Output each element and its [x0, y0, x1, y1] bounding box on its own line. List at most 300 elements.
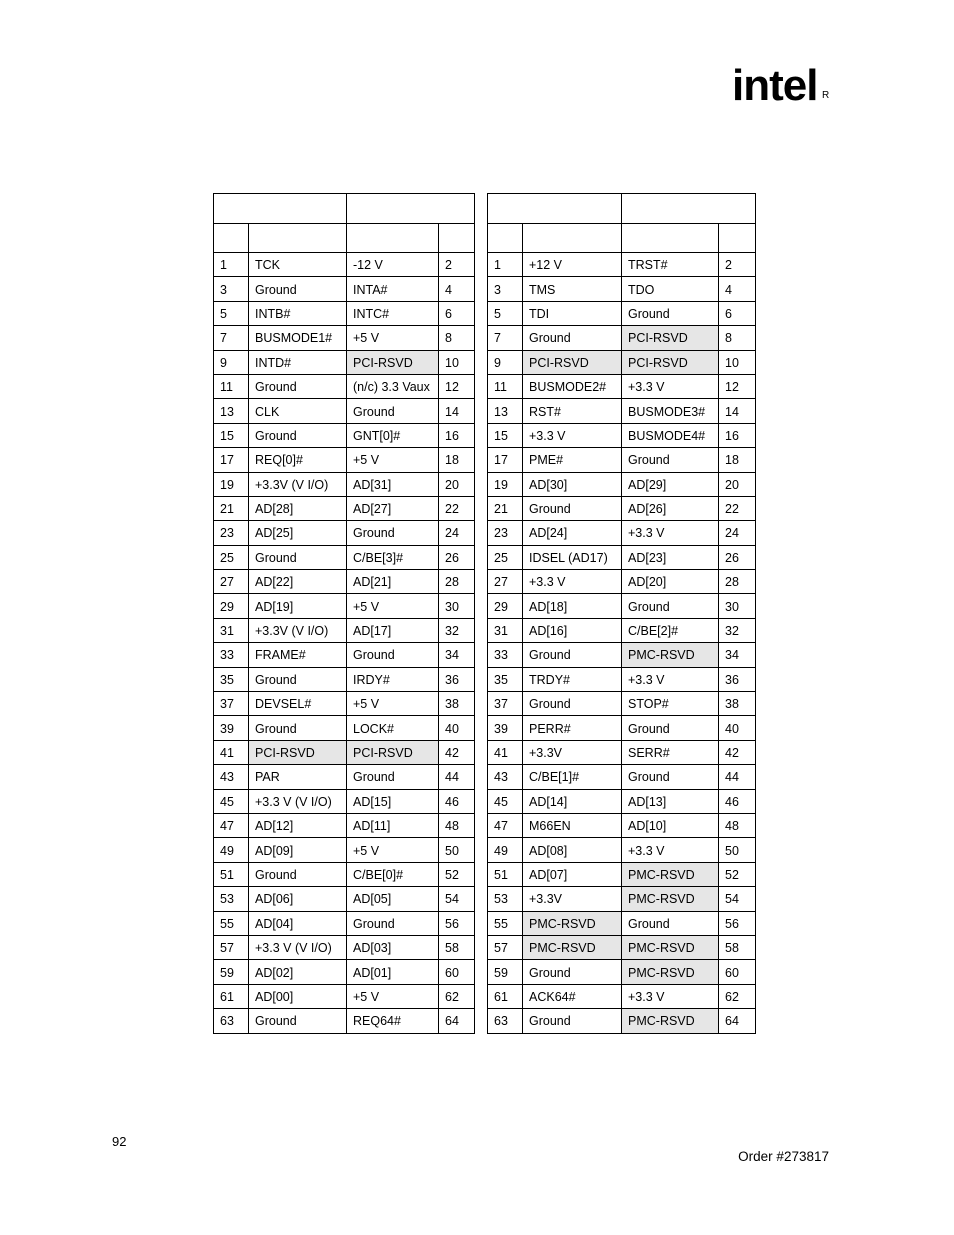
signal-even: +3.3 V — [622, 667, 719, 691]
table-row — [214, 570, 475, 594]
pin-number-odd: 31 — [488, 618, 523, 642]
table-row — [488, 448, 756, 472]
signal-odd: Ground — [249, 545, 347, 569]
pin-number-even: 34 — [719, 643, 756, 667]
signal-odd: Ground — [249, 423, 347, 447]
pin-number-even: 12 — [439, 374, 475, 398]
pin-number-even: 38 — [719, 692, 756, 716]
signal-even: PMC-RSVD — [622, 960, 719, 984]
pin-number-odd: 15 — [214, 423, 249, 447]
pin-number-even: 18 — [719, 448, 756, 472]
pin-number-odd: 41 — [214, 740, 249, 764]
signal-even: +5 V — [347, 838, 439, 862]
pin-number-even: 8 — [439, 326, 475, 350]
pin-number-even: 6 — [719, 301, 756, 325]
signal-odd: C/BE[1]# — [523, 765, 622, 789]
pin-number-odd: 55 — [214, 911, 249, 935]
signal-even: AD[23] — [622, 545, 719, 569]
pin-number-even: 32 — [439, 618, 475, 642]
signal-even: Ground — [347, 643, 439, 667]
pin-number-even: 54 — [719, 887, 756, 911]
table-a-subheader — [249, 224, 347, 253]
pin-number-even: 10 — [439, 350, 475, 374]
pin-number-odd: 5 — [214, 301, 249, 325]
table-a-body — [214, 253, 475, 1034]
signal-even: TRST# — [622, 253, 719, 277]
signal-odd: Ground — [249, 716, 347, 740]
signal-even: BUSMODE3# — [622, 399, 719, 423]
signal-odd: CLK — [249, 399, 347, 423]
pin-number-odd: 11 — [214, 374, 249, 398]
pin-number-even: 58 — [719, 935, 756, 959]
table-row — [488, 545, 756, 569]
table-b-subheader — [719, 224, 756, 253]
signal-even: AD[31] — [347, 472, 439, 496]
table-a-subheader — [347, 224, 439, 253]
pin-number-even: 12 — [719, 374, 756, 398]
pin-number-even: 48 — [719, 813, 756, 837]
signal-even: Ground — [347, 399, 439, 423]
signal-odd: AD[08] — [523, 838, 622, 862]
signal-odd: AD[30] — [523, 472, 622, 496]
signal-odd: AD[09] — [249, 838, 347, 862]
pin-number-even: 50 — [719, 838, 756, 862]
table-row — [488, 838, 756, 862]
signal-even: Ground — [622, 301, 719, 325]
signal-odd: AD[25] — [249, 521, 347, 545]
pin-number-even: 22 — [719, 496, 756, 520]
signal-odd: PMC-RSVD — [523, 935, 622, 959]
pin-number-odd: 43 — [214, 765, 249, 789]
pin-number-odd: 15 — [488, 423, 523, 447]
intel-logo — [732, 60, 832, 120]
signal-odd: PAR — [249, 765, 347, 789]
pin-number-even: 16 — [719, 423, 756, 447]
signal-even: SERR# — [622, 740, 719, 764]
signal-even: PCI-RSVD — [347, 740, 439, 764]
signal-odd: +3.3V — [523, 740, 622, 764]
pin-number-even: 50 — [439, 838, 475, 862]
table-row — [214, 984, 475, 1008]
pin-number-odd: 1 — [488, 253, 523, 277]
table-row — [488, 618, 756, 642]
signal-even: +3.3 V — [622, 374, 719, 398]
pin-number-odd: 19 — [488, 472, 523, 496]
pin-number-even: 32 — [719, 618, 756, 642]
pin-number-even: 58 — [439, 935, 475, 959]
table-row — [214, 350, 475, 374]
pin-number-odd: 11 — [488, 374, 523, 398]
signal-even: +5 V — [347, 984, 439, 1008]
signal-even: Ground — [622, 448, 719, 472]
pin-number-even: 24 — [719, 521, 756, 545]
pin-number-even: 54 — [439, 887, 475, 911]
table-row — [214, 813, 475, 837]
pin-number-even: 20 — [719, 472, 756, 496]
signal-even: PCI-RSVD — [622, 350, 719, 374]
signal-odd: Ground — [523, 496, 622, 520]
signal-even: AD[13] — [622, 789, 719, 813]
table-row — [488, 326, 756, 350]
pin-number-odd: 33 — [214, 643, 249, 667]
pin-number-odd: 25 — [214, 545, 249, 569]
pin-number-even: 42 — [719, 740, 756, 764]
signal-odd: +3.3V (V I/O) — [249, 472, 347, 496]
pin-number-odd: 41 — [488, 740, 523, 764]
signal-odd: PERR# — [523, 716, 622, 740]
registered-mark: R — [822, 90, 830, 101]
pin-number-even: 48 — [439, 813, 475, 837]
pin-number-odd: 61 — [488, 984, 523, 1008]
pin-number-odd: 57 — [488, 935, 523, 959]
table-b-body — [488, 253, 756, 1034]
pin-number-even: 4 — [439, 277, 475, 301]
table-row — [214, 911, 475, 935]
signal-odd: ACK64# — [523, 984, 622, 1008]
signal-odd: TCK — [249, 253, 347, 277]
signal-even: Ground — [347, 765, 439, 789]
table-row — [214, 838, 475, 862]
signal-even: (n/c) 3.3 Vaux — [347, 374, 439, 398]
pin-number-odd: 59 — [214, 960, 249, 984]
signal-even: Ground — [347, 521, 439, 545]
pin-number-odd: 3 — [214, 277, 249, 301]
signal-even: AD[17] — [347, 618, 439, 642]
table-a-header-right — [347, 194, 475, 224]
signal-odd: RST# — [523, 399, 622, 423]
signal-even: Ground — [347, 911, 439, 935]
table-row — [488, 740, 756, 764]
table-a-header-left — [214, 194, 347, 224]
pin-number-even: 2 — [439, 253, 475, 277]
signal-even: Ground — [622, 594, 719, 618]
pin-number-odd: 33 — [488, 643, 523, 667]
pin-number-even: 34 — [439, 643, 475, 667]
signal-even: Ground — [622, 765, 719, 789]
table-row — [488, 667, 756, 691]
table-row — [488, 643, 756, 667]
pin-number-odd: 47 — [214, 813, 249, 837]
pin-number-even: 36 — [439, 667, 475, 691]
signal-odd: Ground — [249, 1009, 347, 1033]
signal-even: PCI-RSVD — [347, 350, 439, 374]
signal-odd: Ground — [249, 667, 347, 691]
pin-number-even: 40 — [719, 716, 756, 740]
signal-odd: AD[28] — [249, 496, 347, 520]
page-number: 92 — [112, 1134, 127, 1149]
signal-odd: DEVSEL# — [249, 692, 347, 716]
signal-odd: Ground — [523, 643, 622, 667]
pin-number-odd: 35 — [214, 667, 249, 691]
pin-number-even: 60 — [719, 960, 756, 984]
pin-number-even: 30 — [439, 594, 475, 618]
signal-even: REQ64# — [347, 1009, 439, 1033]
signal-odd: Ground — [249, 862, 347, 886]
signal-odd: AD[24] — [523, 521, 622, 545]
table-row — [488, 399, 756, 423]
signal-odd: +12 V — [523, 253, 622, 277]
pin-number-even: 2 — [719, 253, 756, 277]
pin-number-odd: 63 — [488, 1009, 523, 1033]
pin-number-odd: 17 — [488, 448, 523, 472]
signal-odd: AD[07] — [523, 862, 622, 886]
signal-even: INTC# — [347, 301, 439, 325]
pin-number-odd: 55 — [488, 911, 523, 935]
signal-even: AD[29] — [622, 472, 719, 496]
table-b-subheader — [488, 224, 523, 253]
signal-odd: REQ[0]# — [249, 448, 347, 472]
signal-odd: BUSMODE2# — [523, 374, 622, 398]
pin-number-odd: 17 — [214, 448, 249, 472]
pin-number-even: 20 — [439, 472, 475, 496]
signal-even: TDO — [622, 277, 719, 301]
table-row — [488, 789, 756, 813]
table-row — [488, 521, 756, 545]
table-row — [488, 277, 756, 301]
signal-odd: TMS — [523, 277, 622, 301]
pin-number-even: 56 — [719, 911, 756, 935]
pin-number-odd: 47 — [488, 813, 523, 837]
table-row — [214, 423, 475, 447]
pin-number-odd: 21 — [214, 496, 249, 520]
pin-number-odd: 9 — [488, 350, 523, 374]
pin-number-even: 64 — [719, 1009, 756, 1033]
table-b-header-left — [488, 194, 622, 224]
signal-even: +3.3 V — [622, 521, 719, 545]
pin-number-odd: 51 — [488, 862, 523, 886]
signal-even: AD[20] — [622, 570, 719, 594]
table-row — [488, 960, 756, 984]
table-row — [488, 253, 756, 277]
pin-number-odd: 39 — [488, 716, 523, 740]
pin-number-even: 8 — [719, 326, 756, 350]
table-row — [488, 496, 756, 520]
signal-even: AD[10] — [622, 813, 719, 837]
table-row — [214, 496, 475, 520]
signal-even: AD[15] — [347, 789, 439, 813]
pin-number-odd: 49 — [488, 838, 523, 862]
table-row — [488, 301, 756, 325]
table-row — [214, 472, 475, 496]
pin-number-even: 16 — [439, 423, 475, 447]
signal-odd: AD[14] — [523, 789, 622, 813]
pin-number-odd: 13 — [214, 399, 249, 423]
signal-odd: Ground — [249, 277, 347, 301]
signal-odd: AD[19] — [249, 594, 347, 618]
signal-odd: +3.3 V (V I/O) — [249, 789, 347, 813]
pin-number-even: 62 — [719, 984, 756, 1008]
pin-number-odd: 61 — [214, 984, 249, 1008]
signal-odd: +3.3V (V I/O) — [249, 618, 347, 642]
signal-odd: AD[06] — [249, 887, 347, 911]
pin-number-odd: 27 — [488, 570, 523, 594]
pin-number-even: 18 — [439, 448, 475, 472]
table-row — [488, 716, 756, 740]
pin-number-odd: 45 — [214, 789, 249, 813]
signal-odd: PME# — [523, 448, 622, 472]
pin-number-odd: 43 — [488, 765, 523, 789]
signal-odd: +3.3 V — [523, 423, 622, 447]
table-row — [214, 765, 475, 789]
signal-even: GNT[0]# — [347, 423, 439, 447]
signal-odd: Ground — [523, 692, 622, 716]
pin-number-odd: 21 — [488, 496, 523, 520]
table-row — [214, 716, 475, 740]
table-row — [214, 618, 475, 642]
signal-even: +5 V — [347, 326, 439, 350]
signal-odd: AD[16] — [523, 618, 622, 642]
signal-odd: AD[22] — [249, 570, 347, 594]
table-row — [214, 399, 475, 423]
signal-even: AD[27] — [347, 496, 439, 520]
table-row — [488, 935, 756, 959]
signal-odd: PCI-RSVD — [523, 350, 622, 374]
pin-number-even: 44 — [439, 765, 475, 789]
signal-odd: +3.3V — [523, 887, 622, 911]
pin-number-even: 6 — [439, 301, 475, 325]
signal-even: IRDY# — [347, 667, 439, 691]
signal-odd: Ground — [249, 374, 347, 398]
pin-number-odd: 9 — [214, 350, 249, 374]
table-row — [488, 984, 756, 1008]
table-row — [214, 862, 475, 886]
signal-even: +5 V — [347, 448, 439, 472]
table-row — [214, 740, 475, 764]
signal-odd: PMC-RSVD — [523, 911, 622, 935]
signal-even: AD[26] — [622, 496, 719, 520]
signal-odd: Ground — [523, 960, 622, 984]
signal-even: AD[21] — [347, 570, 439, 594]
signal-even: PCI-RSVD — [622, 326, 719, 350]
signal-odd: Ground — [523, 326, 622, 350]
signal-even: C/BE[0]# — [347, 862, 439, 886]
signal-odd: AD[00] — [249, 984, 347, 1008]
table-row — [488, 350, 756, 374]
pin-number-even: 38 — [439, 692, 475, 716]
pin-number-odd: 19 — [214, 472, 249, 496]
signal-even: AD[05] — [347, 887, 439, 911]
pin-number-even: 30 — [719, 594, 756, 618]
pin-number-odd: 45 — [488, 789, 523, 813]
pin-number-even: 64 — [439, 1009, 475, 1033]
signal-even: C/BE[3]# — [347, 545, 439, 569]
table-row — [214, 374, 475, 398]
pin-number-even: 26 — [439, 545, 475, 569]
signal-even: PMC-RSVD — [622, 887, 719, 911]
order-number: Order #273817 — [738, 1149, 829, 1164]
signal-odd: INTD# — [249, 350, 347, 374]
table-row — [214, 887, 475, 911]
signal-odd: AD[02] — [249, 960, 347, 984]
signal-even: STOP# — [622, 692, 719, 716]
signal-even: Ground — [622, 716, 719, 740]
signal-odd: BUSMODE1# — [249, 326, 347, 350]
signal-odd: PCI-RSVD — [249, 740, 347, 764]
signal-even: +5 V — [347, 594, 439, 618]
pin-number-odd: 49 — [214, 838, 249, 862]
signal-even: AD[01] — [347, 960, 439, 984]
table-row — [214, 253, 475, 277]
table-row — [214, 277, 475, 301]
pin-number-odd: 13 — [488, 399, 523, 423]
signal-odd: AD[04] — [249, 911, 347, 935]
pin-number-even: 4 — [719, 277, 756, 301]
pin-number-odd: 53 — [214, 887, 249, 911]
pin-number-even: 46 — [439, 789, 475, 813]
pin-number-even: 28 — [439, 570, 475, 594]
pin-table-a — [213, 193, 475, 1034]
pin-number-even: 22 — [439, 496, 475, 520]
table-row — [214, 545, 475, 569]
pin-number-odd: 53 — [488, 887, 523, 911]
signal-even: +5 V — [347, 692, 439, 716]
table-row — [214, 448, 475, 472]
pin-number-even: 14 — [719, 399, 756, 423]
pin-number-odd: 29 — [488, 594, 523, 618]
pin-number-even: 60 — [439, 960, 475, 984]
table-row — [214, 643, 475, 667]
pin-number-even: 40 — [439, 716, 475, 740]
table-row — [214, 301, 475, 325]
pin-number-odd: 39 — [214, 716, 249, 740]
pin-number-even: 44 — [719, 765, 756, 789]
table-row — [488, 911, 756, 935]
signal-even: INTA# — [347, 277, 439, 301]
table-row — [214, 935, 475, 959]
table-row — [488, 374, 756, 398]
intel-logo-text: intel — [732, 61, 818, 110]
table-row — [214, 789, 475, 813]
signal-odd: TRDY# — [523, 667, 622, 691]
pin-number-even: 28 — [719, 570, 756, 594]
table-row — [488, 472, 756, 496]
signal-odd: +3.3 V (V I/O) — [249, 935, 347, 959]
signal-even: -12 V — [347, 253, 439, 277]
pin-table-b — [487, 193, 756, 1034]
pin-number-odd: 57 — [214, 935, 249, 959]
pin-number-odd: 29 — [214, 594, 249, 618]
signal-odd: FRAME# — [249, 643, 347, 667]
table-row — [488, 594, 756, 618]
pin-number-even: 42 — [439, 740, 475, 764]
pin-number-odd: 25 — [488, 545, 523, 569]
pin-number-even: 26 — [719, 545, 756, 569]
table-row — [214, 692, 475, 716]
pin-number-odd: 3 — [488, 277, 523, 301]
pin-number-even: 14 — [439, 399, 475, 423]
pin-number-even: 52 — [439, 862, 475, 886]
signal-odd: M66EN — [523, 813, 622, 837]
pin-number-odd: 23 — [214, 521, 249, 545]
pin-number-even: 46 — [719, 789, 756, 813]
pin-number-odd: 37 — [214, 692, 249, 716]
signal-even: +3.3 V — [622, 838, 719, 862]
pin-number-even: 56 — [439, 911, 475, 935]
table-a-subheader — [214, 224, 249, 253]
signal-even: PMC-RSVD — [622, 935, 719, 959]
table-row — [214, 326, 475, 350]
table-b-header-right — [622, 194, 756, 224]
signal-even: PMC-RSVD — [622, 1009, 719, 1033]
table-row — [488, 1009, 756, 1033]
table-row — [214, 667, 475, 691]
pin-number-odd: 1 — [214, 253, 249, 277]
table-row — [488, 423, 756, 447]
table-row — [488, 570, 756, 594]
pin-number-odd: 7 — [488, 326, 523, 350]
signal-even: LOCK# — [347, 716, 439, 740]
pin-number-even: 62 — [439, 984, 475, 1008]
